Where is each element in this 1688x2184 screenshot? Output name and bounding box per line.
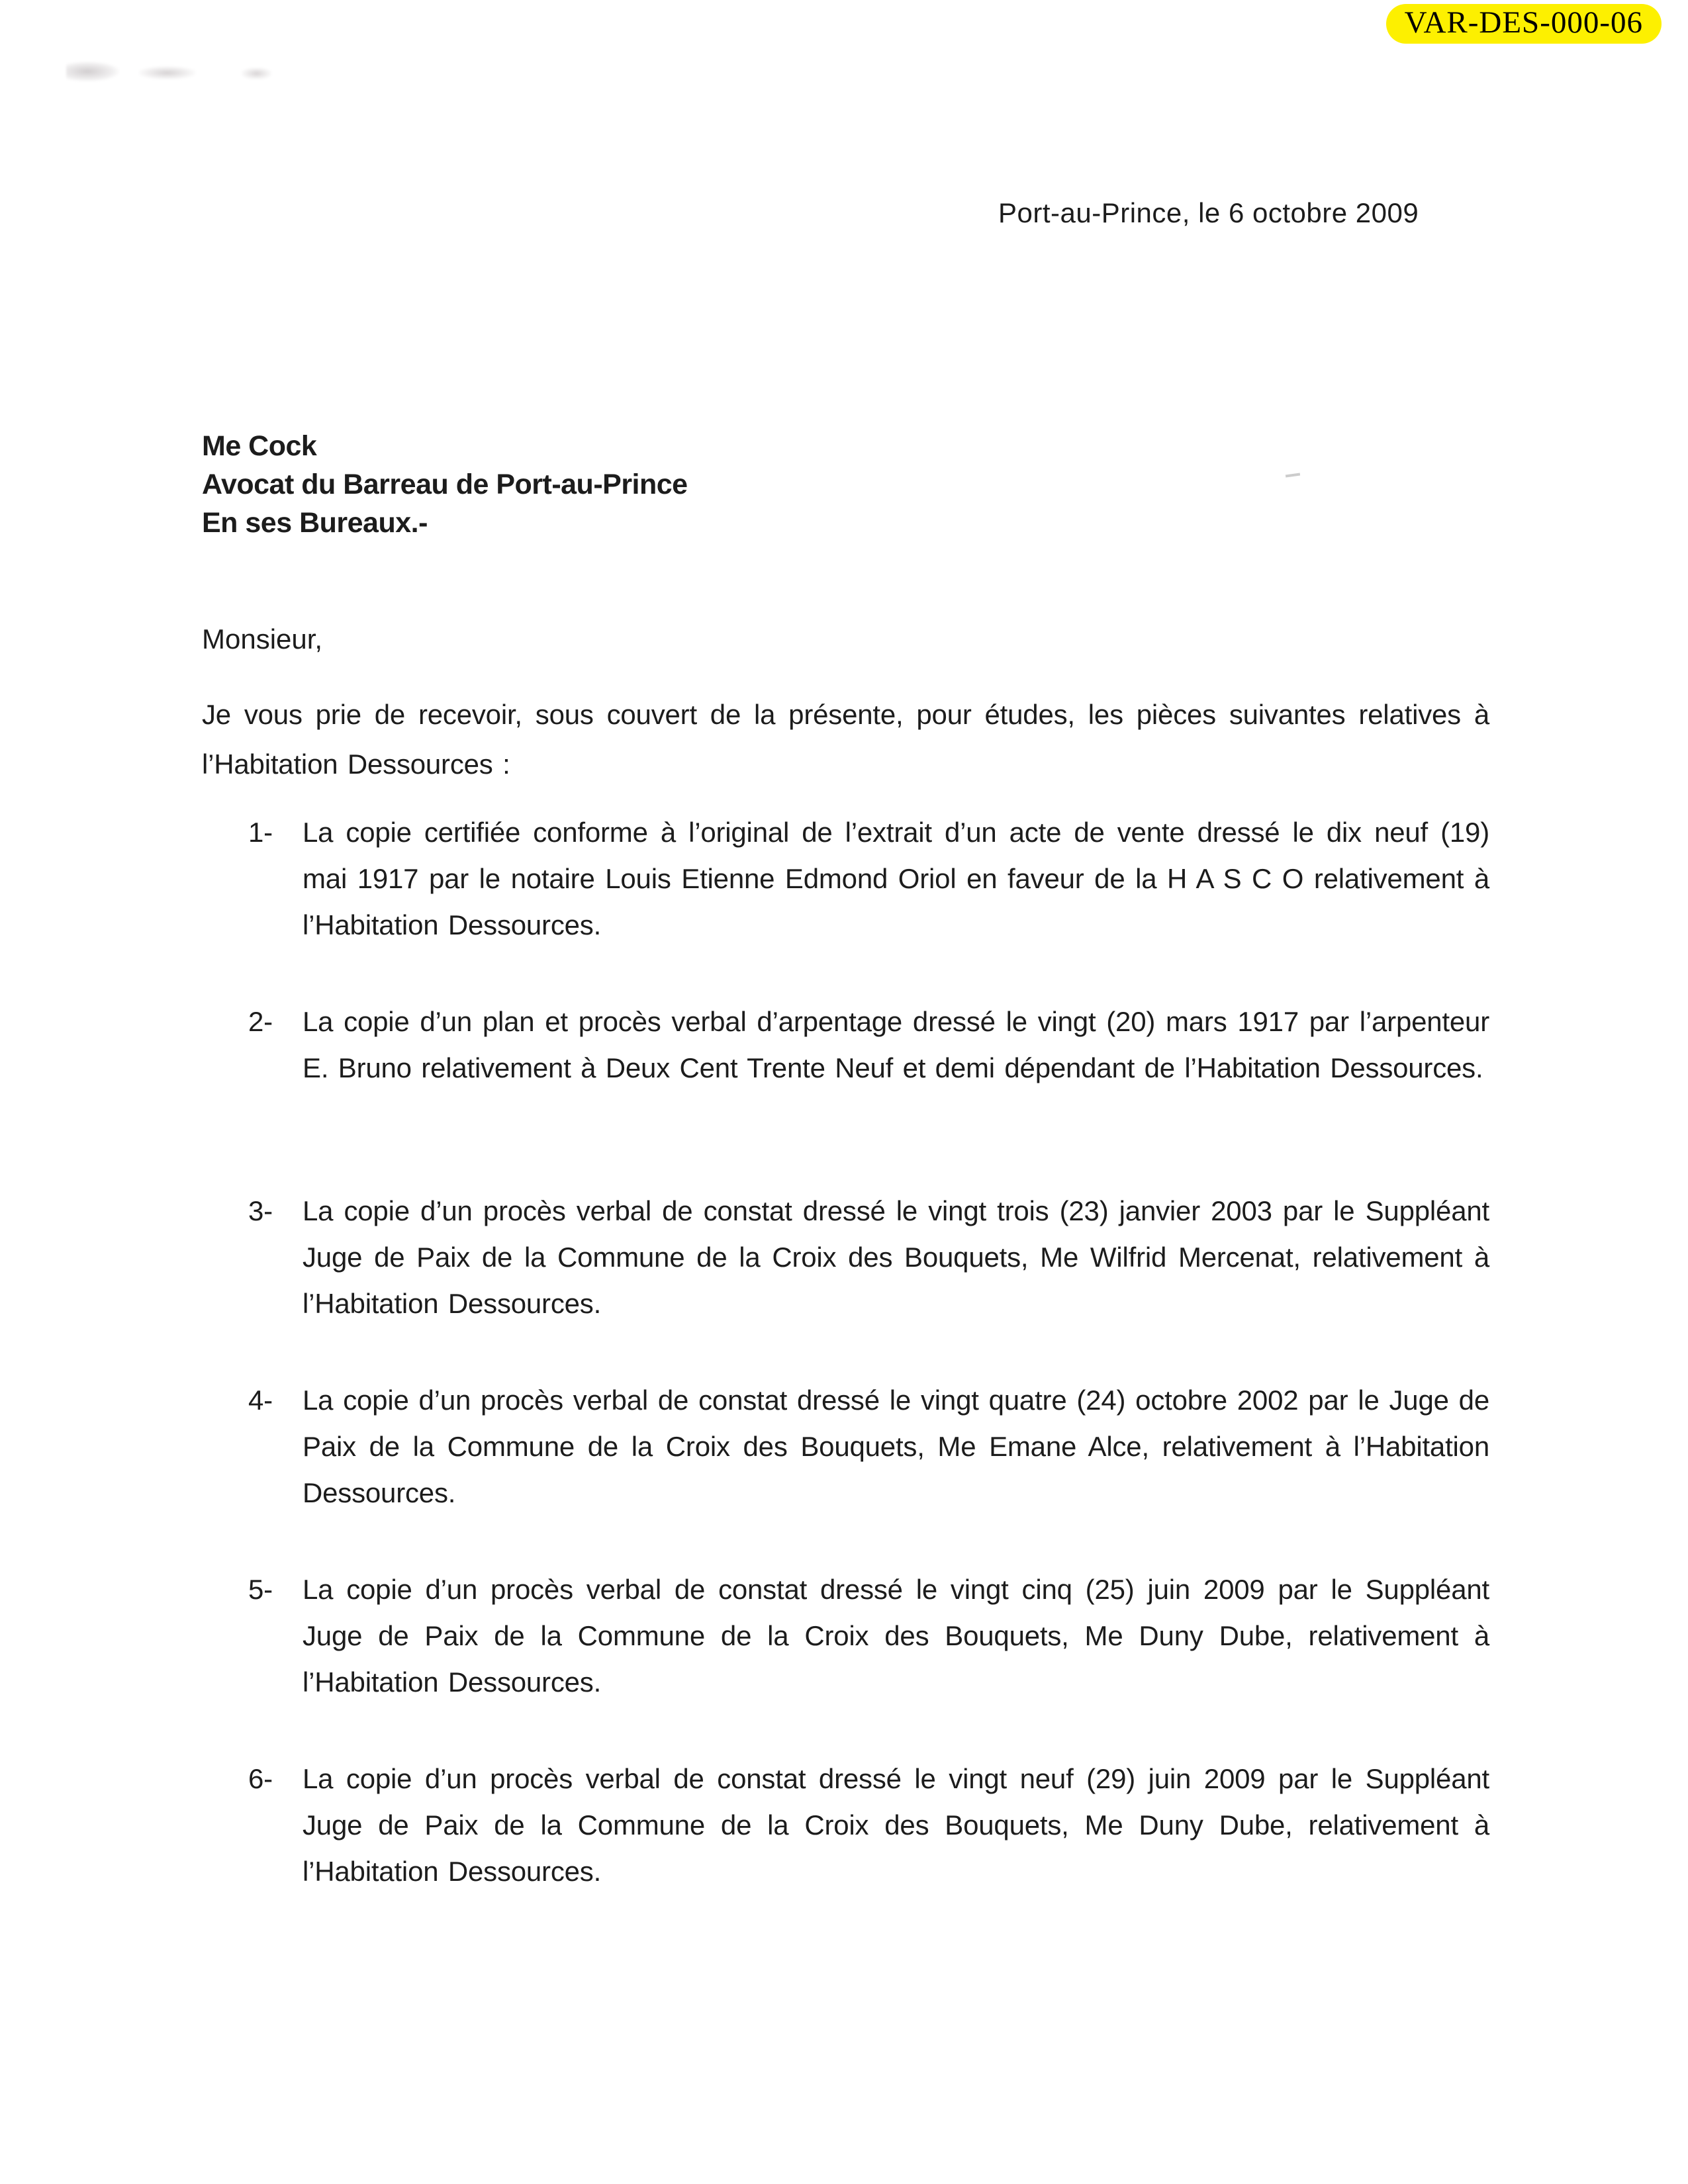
salutation: Monsieur, xyxy=(202,623,323,655)
recipient-block xyxy=(202,427,688,542)
item-number: 1- xyxy=(248,817,273,848)
reference-code-highlight: VAR-DES-000-06 xyxy=(1386,4,1662,44)
list-item xyxy=(248,1188,1489,1327)
item-text: La copie d’un plan et procès verbal d’arpentage dressé le vingt (20) mars 1917 par l’arpenteur E. Bruno relativement à Deux Cent Trente Neuf et demi dépendant de l’Habitation Dessources. xyxy=(303,1006,1489,1083)
list-item xyxy=(248,809,1489,948)
item-text: La copie d’un procès verbal de constat dressé le vingt trois (23) janvier 2003 par le Suppléant Juge de Paix de la Commune de la Croix des Bouquets, Me Wilfrid Mercenat, relativement à l’Habitation Dessources. xyxy=(303,1195,1489,1319)
item-text: La copie certifiée conforme à l’original de l’extrait d’un acte de vente dressé le dix neuf (19) mai 1917 par le notaire Louis Etienne Edmond Oriol en faveur de la H A S C O relativement à l’Habitation Dessources. xyxy=(303,817,1489,940)
item-text: La copie d’un procès verbal de constat dressé le vingt cinq (25) juin 2009 par le Suppléant Juge de Paix de la Commune de la Croix des Bouquets, Me Duny Dube, relativement à l’Habitation Dessources. xyxy=(303,1574,1489,1698)
item-number: 3- xyxy=(248,1195,273,1226)
item-number: 6- xyxy=(248,1763,273,1794)
date-line: Port-au-Prince, le 6 octobre 2009 xyxy=(998,197,1419,228)
list-item xyxy=(248,1756,1489,1895)
item-text: La copie d’un procès verbal de constat dressé le vingt neuf (29) juin 2009 par le Suppléant Juge de Paix de la Commune de la Croix des Bouquets, Me Duny Dube, relativement à l’Habitation Dessources. xyxy=(303,1763,1489,1887)
list-item xyxy=(248,999,1489,1138)
pencil-smudge xyxy=(139,66,195,79)
item-text: La copie d’un procès verbal de constat dressé le vingt quatre (24) octobre 2002 par le Juge de Paix de la Commune de la Croix des Bouquets, Me Emane Alce, relativement à l’Habitation Dessources. xyxy=(303,1385,1489,1508)
recipient-name: Me Cock xyxy=(202,430,317,462)
list-item xyxy=(248,1567,1489,1706)
intro-paragraph: Je vous prie de recevoir, sous couvert de la présente, pour études, les pièces suivantes relatives à l’Habitation Dessources : xyxy=(202,699,1489,780)
item-number: 2- xyxy=(248,1006,273,1037)
recipient-title: Avocat du Barreau de Port-au-Prince xyxy=(202,469,688,500)
enclosures-list xyxy=(248,809,1489,1945)
item-number: 4- xyxy=(248,1385,273,1416)
recipient-address: En ses Bureaux.- xyxy=(202,507,428,539)
item-number: 5- xyxy=(248,1574,273,1605)
pencil-smudge xyxy=(66,62,119,81)
scan-speck xyxy=(1286,473,1300,477)
pencil-smudge xyxy=(242,68,271,79)
list-item xyxy=(248,1377,1489,1516)
